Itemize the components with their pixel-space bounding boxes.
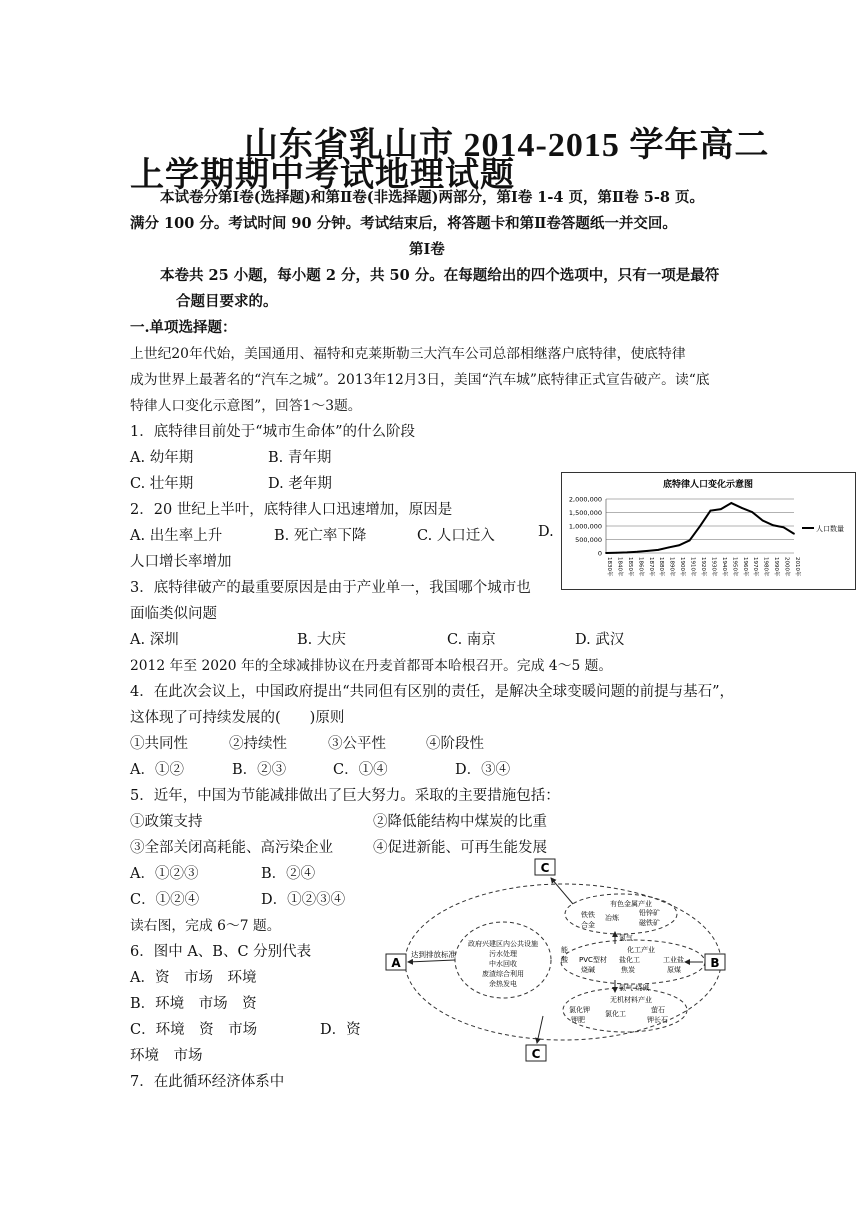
question-5-item-2: ②降低能结构中煤炭的比重 [373, 814, 547, 830]
data-point [647, 550, 649, 552]
circular-economy-diagram-svg [383, 856, 728, 1066]
passage3: 读右图，完成 6～7 题。 [130, 918, 281, 934]
box-c-top-label: C [540, 861, 550, 875]
bottom-group-item: 氯化工 [605, 1010, 626, 1018]
question-7-stem: 7．在此循环经济体系中 [130, 1074, 285, 1090]
x-tick-label: 1990年 [773, 557, 780, 577]
question-2-stem: 2．20 世纪上半叶，底特律人口迅速增加，原因是 [130, 502, 453, 518]
mid-group-item: 原煤 [667, 966, 681, 974]
mid-group-title: 化工产业 [627, 946, 655, 954]
y-tick-label: 1,500,000 [568, 509, 602, 517]
box-b-label: B [710, 956, 720, 970]
arrow-to-a [408, 960, 455, 962]
passage1-line2: 成为世界上最著名的“汽车之城”。2013年12月3日，美国“汽车城”底特律正式宣告破产。读“底 [130, 372, 710, 388]
x-tick-label: 1870年 [647, 557, 654, 577]
question-5-option-b: B．②④ [261, 866, 316, 882]
question-1-option-c: C. 壮年期 [130, 476, 194, 492]
x-tick-label: 1980年 [762, 557, 769, 577]
question-6-option-d-tail: 环境 市场 [130, 1048, 203, 1064]
section-heading: 第Ⅰ卷 [409, 241, 445, 258]
data-point [783, 526, 785, 528]
x-tick-label: 1910年 [689, 557, 696, 577]
data-point [605, 552, 607, 554]
question-4-option-b: B．②③ [232, 762, 287, 778]
series-line-population [606, 503, 794, 553]
question-2-option-d-tail: 人口增长率增加 [130, 554, 232, 570]
question-4-item-2: ②持续性 [229, 736, 287, 752]
data-point [626, 552, 628, 554]
y-tick-label: 0 [597, 549, 602, 558]
chlorine-label: 氯气 [619, 934, 633, 942]
mid-group-item: PVC型材 [579, 956, 607, 964]
question-3-option-d: D. 武汉 [575, 632, 625, 648]
question-4-option-a: A．①② [130, 762, 184, 778]
question-3-stem-line1: 3．底特律破产的最重要原因是由于产业单一，我国哪个城市也 [130, 580, 531, 596]
question-5-stem: 5．近年，中国为节能减排做出了巨大努力。采取的主要措施包括： [130, 788, 560, 804]
question-6-stem: 6．图中 A、B、C 分别代表 [130, 944, 312, 960]
data-point [720, 508, 722, 510]
question-2-option-d-head: D. [538, 524, 554, 540]
question-1-option-d: D. 老年期 [268, 476, 332, 492]
question-2-option-b: B. 死亡率下降 [274, 528, 367, 544]
data-point [793, 533, 795, 535]
question-1-option-a: A. 幼年期 [130, 450, 194, 466]
question-4-item-4: ④阶段性 [426, 736, 484, 752]
section-type: 一.单项选择题： [130, 319, 237, 336]
question-5-option-d: D．①②③④ [261, 892, 346, 908]
question-5-item-1: ①政策支持 [130, 814, 203, 830]
bottom-group-item: 氯化钾 [569, 1006, 590, 1014]
question-4-item-1: ①共同性 [130, 736, 188, 752]
page-title-line2: 上学期期中考试地理试题 [130, 157, 515, 194]
top-group-item: 合金 [581, 921, 595, 929]
x-tick-label: 1970年 [752, 557, 759, 577]
left-group-item: 余热发电 [489, 980, 517, 988]
data-point [772, 524, 774, 526]
data-point [730, 502, 732, 504]
bottom-group-item: 钾肥 [571, 1016, 585, 1024]
legend-label: 人口数量 [816, 525, 844, 533]
left-group-item: 污水处理 [489, 950, 517, 958]
data-point [668, 547, 670, 549]
x-tick-label: 1830年 [606, 557, 612, 577]
top-group-title: 有色金属产业 [610, 900, 652, 908]
y-tick-label: 500,000 [575, 536, 602, 544]
question-4-option-d: D．③④ [455, 762, 511, 778]
data-point [636, 551, 638, 553]
question-5-item-3: ③全部关闭高耗能、高污染企业 [130, 840, 333, 856]
box-c-bottom-label: C [531, 1047, 541, 1061]
data-point [741, 507, 743, 509]
x-tick-label: 1860年 [637, 557, 644, 577]
bottom-group-item: 钾长石 [647, 1016, 668, 1024]
energy-label: 能 [561, 946, 568, 954]
intro-line1: 本试卷分第Ⅰ卷(选择题)和第Ⅱ卷(非选择题)两部分，第Ⅰ卷 1-4 页，第Ⅱ卷 5-8 页。 [160, 189, 705, 206]
question-4-stem-line2: 这体现了可持续发展的( )原则 [130, 710, 345, 726]
passage2: 2012 年至 2020 年的全球减排协议在丹麦首都哥本哈根召开。完成 4～5 题。 [130, 658, 613, 674]
data-point [710, 510, 712, 512]
x-tick-label: 1940年 [720, 557, 727, 577]
x-tick-label: 1840年 [616, 557, 623, 577]
data-point [616, 552, 618, 554]
data-point [699, 525, 701, 527]
mid-group-item: 烧碱 [581, 966, 595, 974]
mid-group-item: 焦炭 [621, 966, 635, 974]
data-point [689, 540, 691, 542]
circular-economy-diagram [383, 856, 728, 1070]
question-1-stem: 1．底特律目前处于“城市生命体”的什么阶段 [130, 424, 416, 440]
x-tick-label: 1920年 [700, 557, 706, 577]
x-tick-label: 1880年 [658, 557, 665, 577]
section-desc-line2: 合题目要求的。 [176, 293, 278, 310]
left-group-item: 政府兴建区内公共设施 [468, 940, 538, 948]
question-5-option-c: C．①②④ [130, 892, 200, 908]
x-tick-label: 1950年 [731, 557, 738, 577]
x-tick-label: 1890年 [668, 557, 675, 577]
x-tick-label: 1850年 [626, 557, 633, 577]
chart-title: 底特律人口变化示意图 [662, 480, 754, 490]
question-5-item-4: ④促进新能、可再生能发展 [373, 840, 547, 856]
top-group-item: 冶炼 [605, 914, 619, 922]
question-4-stem-line1: 4．在此次会议上，中国政府提出“共同但有区别的责任，是解决全球变暖问题的前提与基石”， [130, 684, 735, 700]
page-title-line1: 山东省乳山市 2014-2015 学年高二 [244, 127, 770, 164]
question-3-option-b: B. 大庆 [297, 632, 346, 648]
box-a-label: A [391, 956, 401, 970]
x-tick-label: 1930年 [710, 557, 717, 577]
data-point [762, 520, 764, 522]
x-tick-label: 2000年 [783, 557, 790, 577]
top-group-item: 铅锌矿 [639, 909, 660, 917]
question-2-option-a: A. 出生率上升 [130, 528, 223, 544]
population-chart-svg [562, 473, 855, 589]
question-6-option-b: B．环境 市场 资 [130, 996, 257, 1012]
left-group-item: 废渣综合利用 [482, 970, 524, 978]
question-1-option-b: B. 青年期 [268, 450, 332, 466]
acid-label: 酸 [561, 956, 568, 964]
x-tick-label: 1900年 [679, 557, 686, 577]
population-chart [561, 472, 856, 590]
chlorine-caustic-label: 氯气 烧碱 [619, 984, 650, 992]
question-6-option-d-head: D．资 [320, 1022, 361, 1038]
question-4-option-c: C．①④ [333, 762, 388, 778]
question-4-item-3: ③公平性 [328, 736, 386, 752]
y-tick-label: 1,000,000 [568, 522, 602, 531]
question-3-option-c: C. 南京 [447, 632, 496, 648]
x-tick-label: 1960年 [741, 557, 748, 577]
top-group-item: 磁铁矿 [639, 919, 660, 927]
left-group-item: 中水回收 [489, 960, 517, 968]
question-3-option-a: A. 深圳 [130, 632, 179, 648]
bottom-group-title: 无机材料产业 [610, 996, 652, 1004]
mid-group-item: 工业盐 [663, 956, 684, 964]
data-point [751, 511, 753, 513]
arrow-to-c-top [551, 878, 573, 904]
section-desc-line1: 本卷共 25 小题，每小题 2 分，共 50 分。在每题给出的四个选项中，只有一项是最符 [160, 267, 720, 284]
discharge-standard-label: 达到排放标准 [411, 950, 456, 959]
data-point [657, 549, 659, 551]
intro-line2: 满分 100 分。考试时间 90 分钟。考试结束后，将答题卡和第Ⅱ卷答题纸一并交回。 [130, 215, 677, 232]
bottom-group-item: 萤石 [651, 1006, 665, 1014]
mid-group-item: 盐化工 [619, 956, 640, 964]
question-3-stem-line2: 面临类似问题 [130, 606, 217, 622]
question-5-option-a: A．①②③ [130, 866, 199, 882]
passage1-line3: 特律人口变化示意图”，回答1～3题。 [130, 398, 362, 414]
question-6-option-a: A．资 市场 环境 [130, 970, 257, 986]
passage1-line1: 上世纪20年代始，美国通用、福特和克莱斯勒三大汽车公司总部相继落户底特律，使底特律 [130, 346, 686, 362]
question-2-option-c: C. 人口迁入 [417, 528, 495, 544]
top-group-item: 铁铁 [581, 911, 595, 919]
x-tick-label: 2010年 [794, 557, 800, 577]
data-point [678, 544, 680, 546]
y-tick-label: 2,000,000 [568, 495, 602, 504]
question-6-option-c: C．环境 资 市场 [130, 1022, 258, 1038]
